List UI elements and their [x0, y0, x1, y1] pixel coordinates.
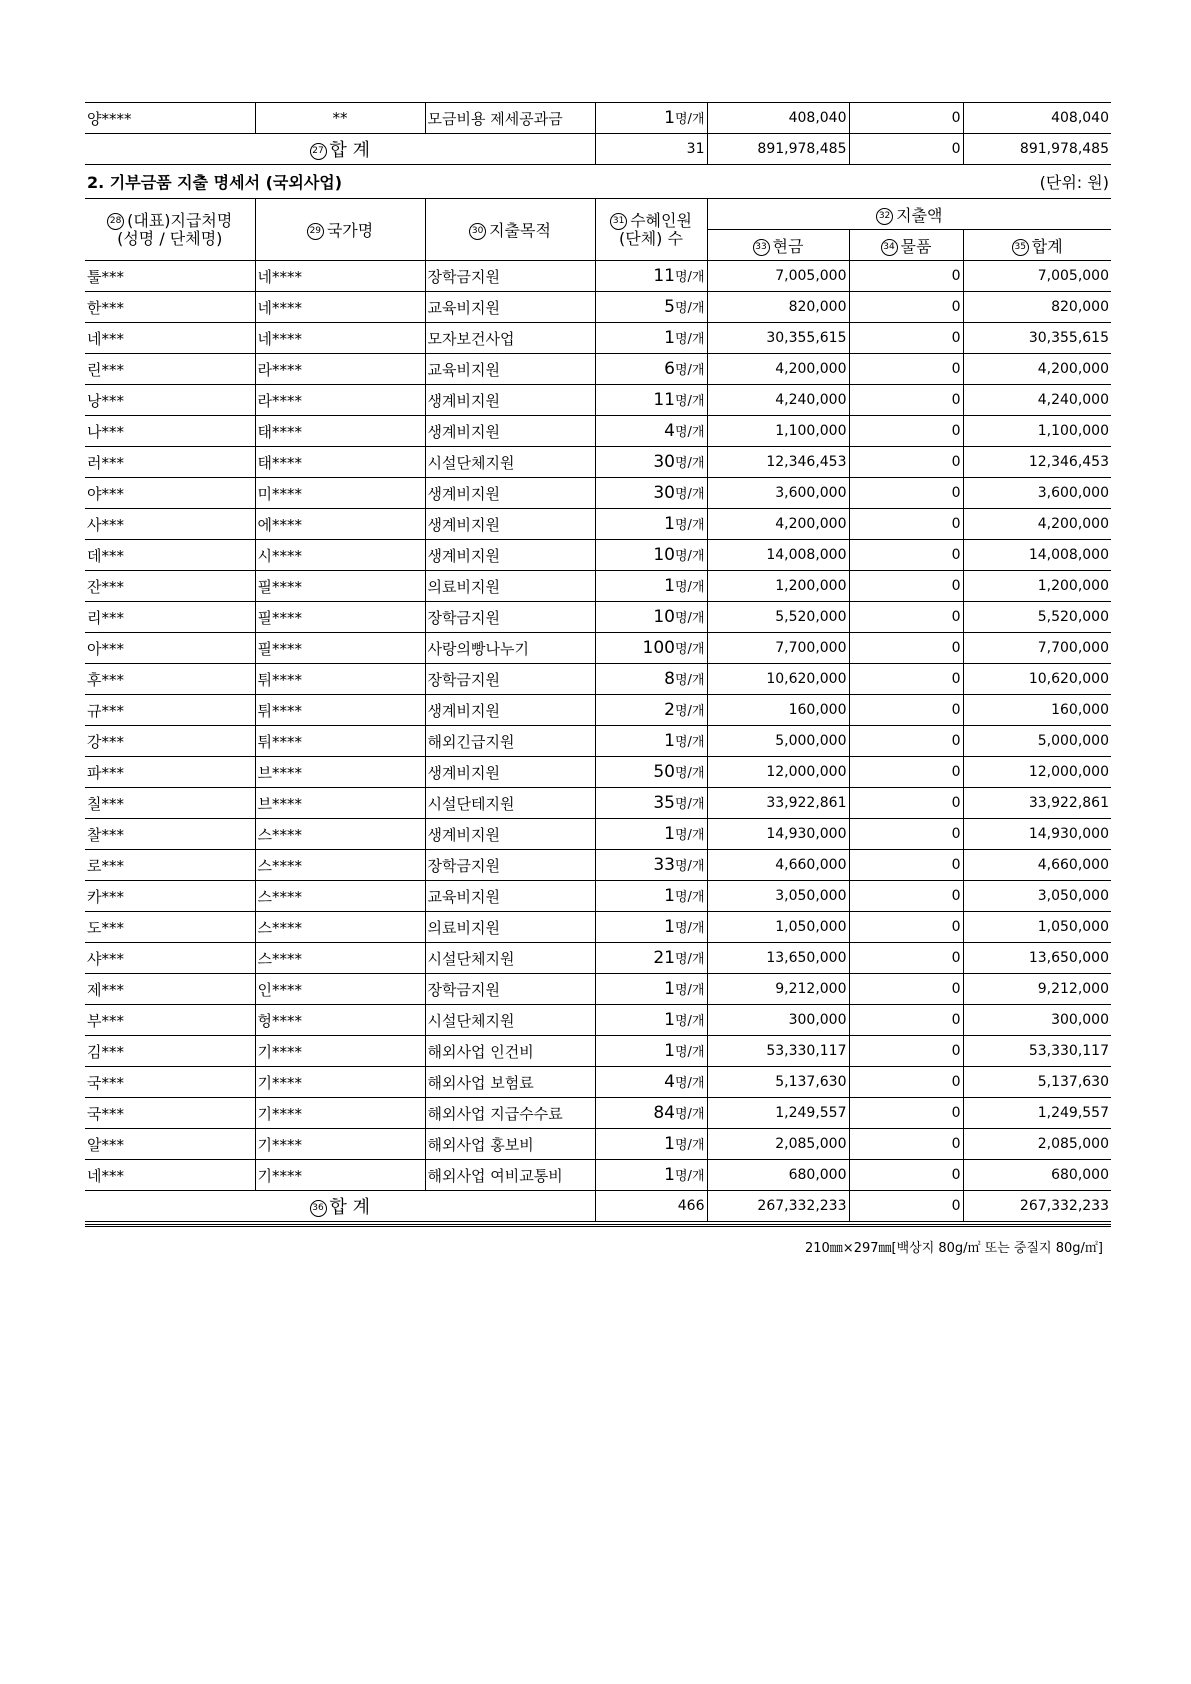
table-row: [85, 1036, 1111, 1067]
cash-cell: 53,330,117: [707, 1036, 849, 1067]
cash-cell: 680,000: [707, 1160, 849, 1191]
total-cell: 14,008,000: [963, 540, 1111, 571]
total-cell: 160,000: [963, 695, 1111, 726]
table-row: [85, 571, 1111, 602]
total-count-cell: 31: [595, 134, 707, 165]
header-total: 35 합계: [963, 230, 1111, 261]
total-cell: 10,620,000: [963, 664, 1111, 695]
goods-cell: 0: [849, 1160, 963, 1191]
recipient-name-cell: 리***: [85, 602, 255, 633]
table-row: [85, 1005, 1111, 1036]
goods-cell: 0: [849, 1036, 963, 1067]
data-rows: [85, 261, 1111, 1191]
goods-cell: 0: [849, 788, 963, 819]
total-label-cell: 36 합 계: [85, 1191, 595, 1222]
cash-cell: 160,000: [707, 695, 849, 726]
goods-cell: 0: [849, 726, 963, 757]
table-row: [85, 757, 1111, 788]
bottom-rule: [85, 1224, 1111, 1229]
recipient-name-cell: 후***: [85, 664, 255, 695]
table-row: [85, 323, 1111, 354]
purpose-cell: 장학금지원: [425, 974, 595, 1005]
goods-cell: 0: [849, 757, 963, 788]
recipient-name-cell: 샤***: [85, 943, 255, 974]
recipient-name-cell: 도***: [85, 912, 255, 943]
cash-cell: 3,600,000: [707, 478, 849, 509]
purpose-cell: 생계비지원: [425, 509, 595, 540]
purpose-cell: 시설단체지원: [425, 943, 595, 974]
purpose-cell: 해외사업 여비교통비: [425, 1160, 595, 1191]
recipient-name-cell: 파***: [85, 757, 255, 788]
recipient-name-cell: 린***: [85, 354, 255, 385]
cash-cell: 10,620,000: [707, 664, 849, 695]
table-row: [85, 1067, 1111, 1098]
country-cell: 기****: [255, 1160, 425, 1191]
country-cell: 네****: [255, 261, 425, 292]
recipient-name-cell: 강***: [85, 726, 255, 757]
goods-cell: 0: [849, 385, 963, 416]
total-cell: 7,700,000: [963, 633, 1111, 664]
cash-cell: 30,355,615: [707, 323, 849, 354]
total-cash-cell: 267,332,233: [707, 1191, 849, 1222]
country-cell: 기****: [255, 1067, 425, 1098]
total-cell: 4,240,000: [963, 385, 1111, 416]
header-expenditure: 32 지출액: [707, 199, 1111, 230]
count-cell: 10명/개: [595, 540, 707, 571]
goods-cell: 0: [849, 943, 963, 974]
cash-cell: 14,930,000: [707, 819, 849, 850]
header-purpose: 30 지출목적: [425, 199, 595, 261]
total-cell: 1,249,557: [963, 1098, 1111, 1129]
total-cell: 1,200,000: [963, 571, 1111, 602]
purpose-cell: 생계비지원: [425, 757, 595, 788]
recipient-name-cell: 네***: [85, 323, 255, 354]
total-cell: 4,200,000: [963, 354, 1111, 385]
recipient-name-cell: 로***: [85, 850, 255, 881]
total-label-cell: 27 합 계: [85, 134, 595, 165]
cash-cell: 9,212,000: [707, 974, 849, 1005]
country-cell: 헝****: [255, 1005, 425, 1036]
recipient-name-cell: 데***: [85, 540, 255, 571]
recipient-name-cell: 러***: [85, 447, 255, 478]
total-cell: 33,922,861: [963, 788, 1111, 819]
goods-cell: 0: [849, 354, 963, 385]
table-row: [85, 602, 1111, 633]
count-cell: 2명/개: [595, 695, 707, 726]
purpose-cell: 교육비지원: [425, 881, 595, 912]
recipient-name-cell: 김***: [85, 1036, 255, 1067]
recipient-name-cell: 한***: [85, 292, 255, 323]
goods-cell: 0: [849, 819, 963, 850]
count-cell: 50명/개: [595, 757, 707, 788]
cash-cell: 408,040: [707, 103, 849, 134]
purpose-cell: 해외사업 인건비: [425, 1036, 595, 1067]
count-cell: 11명/개: [595, 385, 707, 416]
goods-cell: 0: [849, 416, 963, 447]
table-row: [85, 695, 1111, 726]
cash-cell: 2,085,000: [707, 1129, 849, 1160]
purpose-cell: 모금비용 제세공과금: [425, 103, 595, 134]
country-cell: 스****: [255, 881, 425, 912]
cash-cell: 820,000: [707, 292, 849, 323]
total-cell: 408,040: [963, 103, 1111, 134]
total-cell: 1,050,000: [963, 912, 1111, 943]
count-cell: 1명/개: [595, 1129, 707, 1160]
cash-cell: 33,922,861: [707, 788, 849, 819]
country-cell: 태****: [255, 416, 425, 447]
expenditure-table: [85, 102, 1111, 1222]
count-cell: 10명/개: [595, 602, 707, 633]
cash-cell: 4,200,000: [707, 354, 849, 385]
cash-cell: 1,249,557: [707, 1098, 849, 1129]
purpose-cell: 해외사업 홍보비: [425, 1129, 595, 1160]
table-row: [85, 292, 1111, 323]
table-row: [85, 540, 1111, 571]
purpose-cell: 생계비지원: [425, 540, 595, 571]
recipient-name-cell: 국***: [85, 1098, 255, 1129]
recipient-name-cell: 야***: [85, 478, 255, 509]
country-cell: 시****: [255, 540, 425, 571]
purpose-cell: 모자보건사업: [425, 323, 595, 354]
total-cell: 4,660,000: [963, 850, 1111, 881]
purpose-cell: 의료비지원: [425, 912, 595, 943]
table-row: [85, 509, 1111, 540]
purpose-cell: 교육비지원: [425, 354, 595, 385]
goods-cell: 0: [849, 1098, 963, 1129]
country-cell: 기****: [255, 1129, 425, 1160]
header-row-1: [85, 199, 1111, 230]
recipient-name-cell: 찰***: [85, 819, 255, 850]
goods-cell: 0: [849, 323, 963, 354]
goods-cell: 0: [849, 540, 963, 571]
header-recipient: 28 (대표)지급처명 (성명 / 단체명): [85, 199, 255, 261]
cash-cell: 1,200,000: [707, 571, 849, 602]
header-beneficiaries: 31 수혜인원 (단체) 수: [595, 199, 707, 261]
country-cell: 튀****: [255, 726, 425, 757]
purpose-cell: 시설단체지원: [425, 1005, 595, 1036]
purpose-cell: 해외긴급지원: [425, 726, 595, 757]
goods-cell: 0: [849, 695, 963, 726]
purpose-cell: 의료비지원: [425, 571, 595, 602]
purpose-cell: 해외사업 보험료: [425, 1067, 595, 1098]
country-cell: 기****: [255, 1036, 425, 1067]
count-cell: 1명/개: [595, 881, 707, 912]
circled-number: 36: [310, 1200, 327, 1217]
purpose-cell: 장학금지원: [425, 602, 595, 633]
document-page: [85, 102, 1111, 1256]
total-cell: 300,000: [963, 1005, 1111, 1036]
recipient-name-cell: 규***: [85, 695, 255, 726]
goods-cell: 0: [849, 633, 963, 664]
recipient-name-cell: 네***: [85, 1160, 255, 1191]
country-cell: 스****: [255, 943, 425, 974]
purpose-cell: 시설단체지원: [425, 447, 595, 478]
total-cell: 13,650,000: [963, 943, 1111, 974]
country-cell: 네****: [255, 292, 425, 323]
country-cell: 스****: [255, 912, 425, 943]
table-row: [85, 881, 1111, 912]
total-cell: 680,000: [963, 1160, 1111, 1191]
count-cell: 33명/개: [595, 850, 707, 881]
country-cell: 튀****: [255, 695, 425, 726]
total-cell: 5,520,000: [963, 602, 1111, 633]
goods-cell: 0: [849, 292, 963, 323]
table-row-top: [85, 103, 1111, 134]
goods-cell: 0: [849, 850, 963, 881]
purpose-cell: 교육비지원: [425, 292, 595, 323]
table-row: [85, 1098, 1111, 1129]
count-cell: 1명/개: [595, 1036, 707, 1067]
total-cell: 30,355,615: [963, 323, 1111, 354]
header-cash: 33 현금: [707, 230, 849, 261]
purpose-cell: 생계비지원: [425, 416, 595, 447]
goods-cell: 0: [849, 103, 963, 134]
purpose-cell: 생계비지원: [425, 385, 595, 416]
table-row: [85, 819, 1111, 850]
table-row: [85, 943, 1111, 974]
table-row: [85, 912, 1111, 943]
purpose-cell: 사랑의빵나누기: [425, 633, 595, 664]
country-cell: 에****: [255, 509, 425, 540]
table-row: [85, 974, 1111, 1005]
cash-cell: 1,100,000: [707, 416, 849, 447]
header-country: 29 국가명: [255, 199, 425, 261]
table-row: [85, 664, 1111, 695]
purpose-cell: 시설단테지원: [425, 788, 595, 819]
table-row: [85, 354, 1111, 385]
cash-cell: 3,050,000: [707, 881, 849, 912]
country-cell: **: [255, 103, 425, 134]
goods-cell: 0: [849, 1129, 963, 1160]
goods-cell: 0: [849, 602, 963, 633]
country-cell: 브****: [255, 757, 425, 788]
count-cell: 1명/개: [595, 571, 707, 602]
table-row: [85, 726, 1111, 757]
total-goods-cell: 0: [849, 1191, 963, 1222]
count-cell: 30명/개: [595, 447, 707, 478]
circled-number: 27: [310, 143, 327, 160]
country-cell: 필****: [255, 633, 425, 664]
count-cell: 4명/개: [595, 416, 707, 447]
cash-cell: 12,000,000: [707, 757, 849, 788]
count-cell: 1명/개: [595, 323, 707, 354]
country-cell: 스****: [255, 850, 425, 881]
country-cell: 기****: [255, 1098, 425, 1129]
recipient-name-cell: 양****: [85, 103, 255, 134]
count-cell: 84명/개: [595, 1098, 707, 1129]
table-row: [85, 447, 1111, 478]
purpose-cell: 장학금지원: [425, 664, 595, 695]
cash-cell: 5,520,000: [707, 602, 849, 633]
total-cell: 1,100,000: [963, 416, 1111, 447]
purpose-cell: 생계비지원: [425, 819, 595, 850]
count-cell: 1명/개: [595, 819, 707, 850]
recipient-name-cell: 툴***: [85, 261, 255, 292]
cash-cell: 300,000: [707, 1005, 849, 1036]
country-cell: 튀****: [255, 664, 425, 695]
total-sum-cell: 891,978,485: [963, 134, 1111, 165]
count-cell: 11명/개: [595, 261, 707, 292]
recipient-name-cell: 칠***: [85, 788, 255, 819]
header-goods: 34 물품: [849, 230, 963, 261]
purpose-cell: 해외사업 지급수수료: [425, 1098, 595, 1129]
total-goods-cell: 0: [849, 134, 963, 165]
country-cell: 스****: [255, 819, 425, 850]
recipient-name-cell: 부***: [85, 1005, 255, 1036]
total-row-36: [85, 1191, 1111, 1222]
cash-cell: 7,700,000: [707, 633, 849, 664]
total-cell: 12,346,453: [963, 447, 1111, 478]
cash-cell: 5,137,630: [707, 1067, 849, 1098]
total-sum-cell: 267,332,233: [963, 1191, 1111, 1222]
goods-cell: 0: [849, 881, 963, 912]
cash-cell: 4,200,000: [707, 509, 849, 540]
goods-cell: 0: [849, 509, 963, 540]
recipient-name-cell: 알***: [85, 1129, 255, 1160]
recipient-name-cell: 낭***: [85, 385, 255, 416]
purpose-cell: 생계비지원: [425, 695, 595, 726]
table-row: [85, 633, 1111, 664]
recipient-name-cell: 카***: [85, 881, 255, 912]
goods-cell: 0: [849, 664, 963, 695]
table-row: [85, 416, 1111, 447]
table-row: [85, 850, 1111, 881]
country-cell: 네****: [255, 323, 425, 354]
cash-cell: 12,346,453: [707, 447, 849, 478]
total-cell: 12,000,000: [963, 757, 1111, 788]
table-row: [85, 385, 1111, 416]
cash-cell: 13,650,000: [707, 943, 849, 974]
country-cell: 라****: [255, 354, 425, 385]
recipient-name-cell: 사***: [85, 509, 255, 540]
total-cell: 5,000,000: [963, 726, 1111, 757]
goods-cell: 0: [849, 261, 963, 292]
count-cell: 100명/개: [595, 633, 707, 664]
goods-cell: 0: [849, 478, 963, 509]
recipient-name-cell: 나***: [85, 416, 255, 447]
goods-cell: 0: [849, 912, 963, 943]
total-cash-cell: 891,978,485: [707, 134, 849, 165]
cash-cell: 7,005,000: [707, 261, 849, 292]
table-row: [85, 1160, 1111, 1191]
country-cell: 라****: [255, 385, 425, 416]
total-cell: 3,050,000: [963, 881, 1111, 912]
count-cell: 5명/개: [595, 292, 707, 323]
count-cell: 35명/개: [595, 788, 707, 819]
total-cell: 7,005,000: [963, 261, 1111, 292]
goods-cell: 0: [849, 447, 963, 478]
unit-note: (단위: 원): [849, 165, 1111, 199]
country-cell: 필****: [255, 602, 425, 633]
purpose-cell: 생계비지원: [425, 478, 595, 509]
count-cell: 1명/개: [595, 509, 707, 540]
cash-cell: 5,000,000: [707, 726, 849, 757]
section-title-row: [85, 165, 1111, 199]
total-row-27: [85, 134, 1111, 165]
recipient-name-cell: 제***: [85, 974, 255, 1005]
count-cell: 1명/개: [595, 1005, 707, 1036]
table-row: [85, 478, 1111, 509]
total-cell: 2,085,000: [963, 1129, 1111, 1160]
count-cell: 30명/개: [595, 478, 707, 509]
total-cell: 14,930,000: [963, 819, 1111, 850]
cash-cell: 14,008,000: [707, 540, 849, 571]
recipient-name-cell: 아***: [85, 633, 255, 664]
cash-cell: 4,240,000: [707, 385, 849, 416]
total-cell: 820,000: [963, 292, 1111, 323]
table-row: [85, 261, 1111, 292]
count-cell: 1명/개: [595, 912, 707, 943]
recipient-name-cell: 잔***: [85, 571, 255, 602]
total-cell: 4,200,000: [963, 509, 1111, 540]
total-cell: 9,212,000: [963, 974, 1111, 1005]
total-cell: 5,137,630: [963, 1067, 1111, 1098]
goods-cell: 0: [849, 571, 963, 602]
goods-cell: 0: [849, 1005, 963, 1036]
total-cell: 53,330,117: [963, 1036, 1111, 1067]
goods-cell: 0: [849, 1067, 963, 1098]
paper-spec-note: 210㎜×297㎜[백상지 80g/㎡ 또는 중질지 80g/㎡]: [804, 1241, 1103, 1256]
count-cell: 8명/개: [595, 664, 707, 695]
count-cell: 1명/개: [595, 103, 707, 134]
country-cell: 필****: [255, 571, 425, 602]
count-cell: 1명/개: [595, 726, 707, 757]
count-cell: 21명/개: [595, 943, 707, 974]
recipient-name-cell: 국***: [85, 1067, 255, 1098]
purpose-cell: 장학금지원: [425, 261, 595, 292]
country-cell: 브****: [255, 788, 425, 819]
count-cell: 1명/개: [595, 1160, 707, 1191]
table-row: [85, 788, 1111, 819]
country-cell: 인****: [255, 974, 425, 1005]
section-title: 2. 기부금품 지출 명세서 (국외사업): [85, 165, 849, 199]
country-cell: 태****: [255, 447, 425, 478]
count-cell: 4명/개: [595, 1067, 707, 1098]
count-cell: 6명/개: [595, 354, 707, 385]
cash-cell: 4,660,000: [707, 850, 849, 881]
count-cell: 1명/개: [595, 974, 707, 1005]
purpose-cell: 장학금지원: [425, 850, 595, 881]
cash-cell: 1,050,000: [707, 912, 849, 943]
total-cell: 3,600,000: [963, 478, 1111, 509]
country-cell: 미****: [255, 478, 425, 509]
total-count-cell: 466: [595, 1191, 707, 1222]
goods-cell: 0: [849, 974, 963, 1005]
table-row: [85, 1129, 1111, 1160]
